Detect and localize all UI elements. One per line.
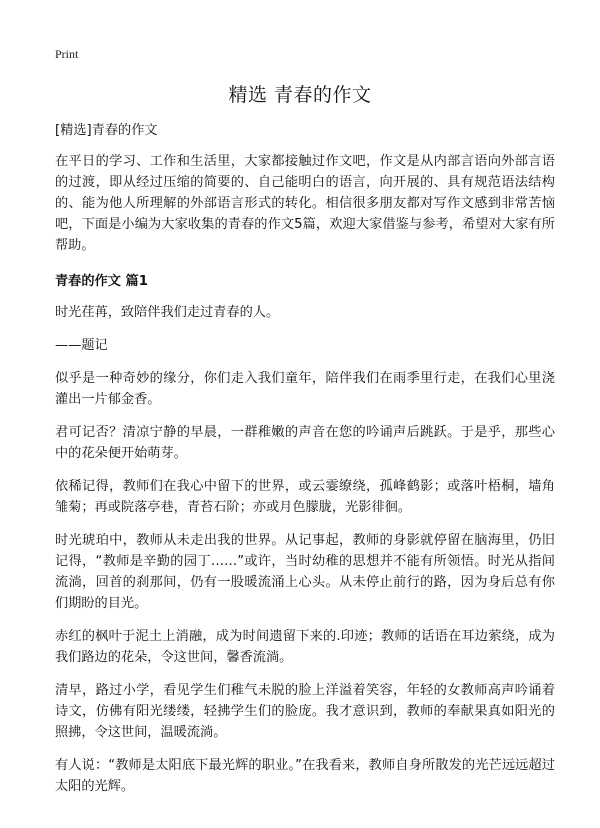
paragraph: 依稀记得，教师们在我心中留下的世界，或云霎缭绕，孤峰鹤影；或落叶梧桐，墙角雏菊；再或院落亭巷，青苔石阶；亦或月色朦胧，光影徘徊。	[55, 479, 555, 515]
article-subtitle: [精选]青春的作文	[55, 123, 158, 138]
paragraph: 清早，路过小学，看见学生们稚气未脱的脸上洋溢着笑容，年轻的女教师高声吟诵着诗文，仿佛有阳光缕缕，轻拂学生们的脸庞。我才意识到，教师的奉献果真如阳光的照拂，令这世间，温暖流淌。	[55, 683, 555, 740]
paragraph: 君可记否？清凉宁静的早晨，一群稚嫩的声音在您的吟诵声后跳跃。于是乎，那些心中的花朵便开始萌芽。	[55, 425, 555, 461]
paragraph: 似乎是一种奇妙的缘分，你们走入我们童年，陪伴我们在雨季里行走，在我们心里浇灌出一片郁金香。	[55, 371, 555, 407]
paragraph: 时光琥珀中，教师从未走出我的世界。从记事起，教师的身影就停留在脑海里，仍旧记得，“教师是辛勤的园丁……”或许，当时幼稚的思想并不能有所领悟。时光从指间流淌，回首的刹那间，仍有一股暖流涌上心头。从未停止前行的路，因为身后总有你们期盼的目光。	[55, 533, 555, 611]
section-heading: 青春的作文 篇1	[55, 274, 148, 289]
paragraph: 时光荏苒，致陪伴我们走过青春的人。	[55, 305, 280, 320]
article-body	[55, 120, 555, 809]
paragraph: 赤红的枫叶于泥土上消融，成为时间遗留下来的.印迹；教师的话语在耳边萦绕，成为我们路边的花朵，令这世间，馨香流淌。	[55, 629, 555, 665]
paragraph: 有人说：“教师是太阳底下最光辉的职业。”在我看来，教师自身所散发的光芒远远超过太阳的光辉。	[55, 758, 555, 794]
intro-paragraph: 在平日的学习、工作和生活里，大家都接触过作文吧，作文是从内部言语向外部言语的过渡，即从经过压缩的简要的、自己能明白的语言，向开展的、具有规范语法结构的、能为他人所理解的外部语言形式的转化。相信很多朋友都对写作文感到非常苦恼吧，下面是小编为大家收集的青春的作文5篇，欢迎大家借鉴与参考，希望对大家有所帮助。	[55, 154, 555, 253]
page-title: 精选 青春的作文	[228, 84, 372, 106]
paragraph: ——题记	[55, 338, 108, 353]
print-link[interactable]: Print	[55, 47, 79, 61]
